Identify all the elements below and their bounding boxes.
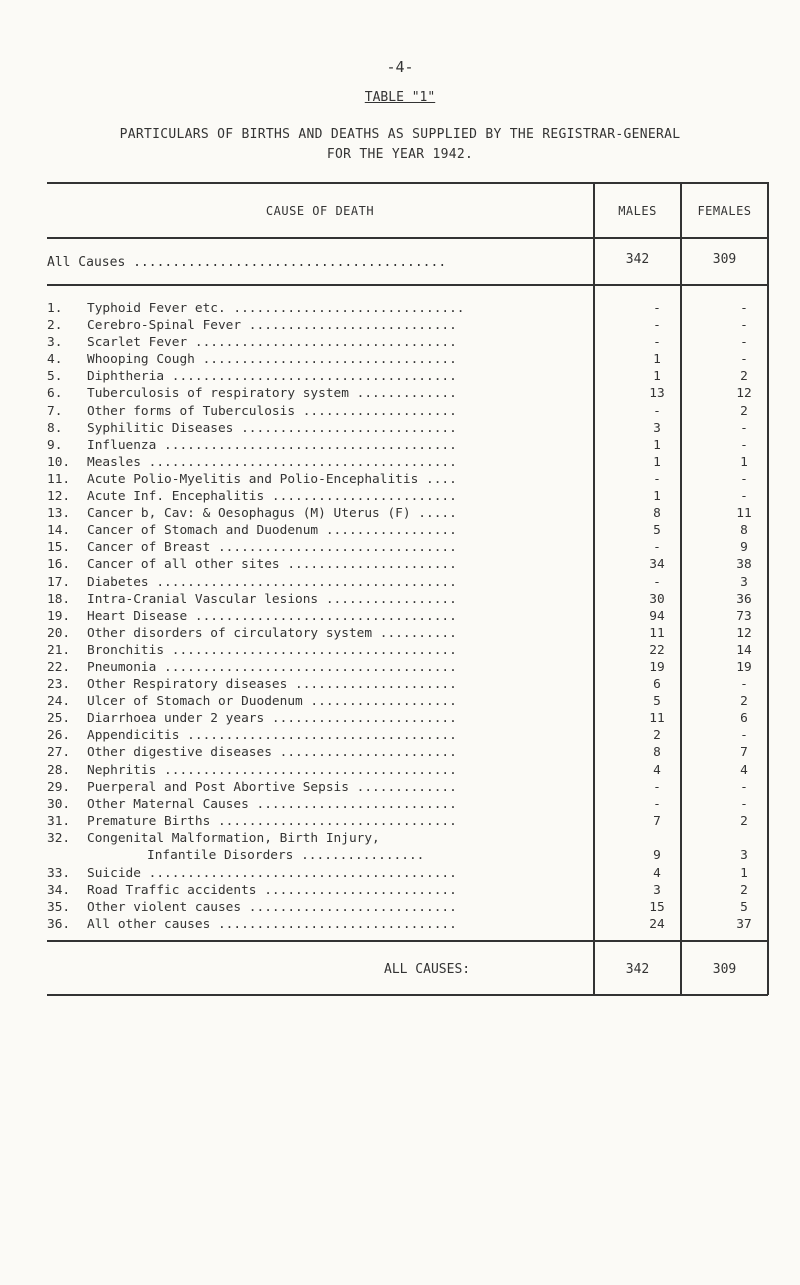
total-males: 342 <box>625 962 650 977</box>
row-cause: Cancer of all other sites ...................... <box>87 557 457 573</box>
table-row <box>47 488 768 505</box>
row-number: 30. <box>47 796 71 812</box>
heading-line-1: PARTICULARS OF BIRTHS AND DEATHS AS SUPPLIED BY THE REGISTRAR-GENERAL <box>119 127 681 142</box>
row-cause: Measles ........................................ <box>87 454 457 470</box>
row-number: 9. <box>47 437 63 453</box>
row-males: 30 <box>649 591 665 607</box>
row-cause: Road Traffic accidents ......................... <box>87 883 457 898</box>
row-females: 8 <box>740 523 748 539</box>
row-cause: Intra-Cranial Vascular lesions ................. <box>87 591 457 607</box>
row-males: - <box>653 540 661 556</box>
row-cause: Acute Polio-Myelitis and Polio-Encephalitis .... <box>87 471 457 487</box>
row-males: 1 <box>653 437 661 453</box>
row-cause: Pneumonia ...................................... <box>87 659 457 675</box>
header-bottom-rule <box>47 237 768 239</box>
row-cause: Heart Disease .................................. <box>87 608 457 624</box>
row-cause: Other Maternal Causes .......................... <box>87 796 457 812</box>
table-row <box>47 625 768 642</box>
table-row <box>47 865 768 882</box>
row-number: 12. <box>47 489 71 505</box>
row-females: - <box>740 779 748 795</box>
row-cause: Puerperal and Post Abortive Sepsis ............. <box>87 779 457 795</box>
table-row <box>47 539 768 556</box>
table-row <box>47 300 768 317</box>
row-cause: Influenza ...................................... <box>87 437 457 453</box>
row-number: 33. <box>47 865 71 881</box>
table-row <box>47 676 768 693</box>
table-row <box>47 693 768 710</box>
row-females: 73 <box>736 608 752 624</box>
row-females: 1 <box>740 865 748 881</box>
row-males: - <box>653 318 661 334</box>
row-males: 34 <box>649 557 665 573</box>
table-row <box>47 556 768 573</box>
row-females: 38 <box>736 557 752 573</box>
row-cause: Other forms of Tuberculosis .................... <box>87 403 457 419</box>
row-males: 4 <box>653 762 661 778</box>
row-females: - <box>740 335 748 351</box>
row-cause: Other violent causes ........................... <box>87 900 457 916</box>
row-number: 20. <box>47 625 71 641</box>
row-number: 19. <box>47 608 71 624</box>
all-causes-females: 309 <box>712 252 737 267</box>
row-males: 6 <box>653 677 661 693</box>
row-number: 1. <box>47 301 63 316</box>
row-cause: Scarlet Fever .................................. <box>87 335 457 351</box>
row-number: 31. <box>47 813 71 829</box>
row-females: 6 <box>740 711 748 727</box>
row-males: 2 <box>653 728 661 744</box>
table-row <box>47 916 768 933</box>
table-row <box>47 762 768 779</box>
table-row <box>47 454 768 471</box>
row-males: 4 <box>653 865 661 881</box>
row-number: 15. <box>47 540 71 556</box>
row-cause: Typhoid Fever etc. .............................. <box>87 301 465 316</box>
total-label: ALL CAUSES: <box>384 962 471 977</box>
row-number: 25. <box>47 711 71 727</box>
row-males: 15 <box>649 900 665 916</box>
table-row <box>47 882 768 899</box>
row-cause: Syphilitic Diseases ............................ <box>87 420 457 436</box>
row-males: 1 <box>653 489 661 505</box>
all-causes-males: 342 <box>625 252 650 267</box>
table-row <box>47 813 768 830</box>
row-cause: Cancer of Stomach and Duodenum ................. <box>87 523 457 539</box>
row-number: 17. <box>47 574 71 590</box>
row-number: 22. <box>47 659 71 675</box>
table-row <box>47 420 768 437</box>
row-cause: Whooping Cough ................................. <box>87 352 457 368</box>
table-row <box>47 608 768 625</box>
row-females: - <box>740 489 748 505</box>
row-males: 8 <box>653 745 661 761</box>
row-females: - <box>740 420 748 436</box>
row-males: 7 <box>653 813 661 829</box>
row-males: 3 <box>653 883 661 898</box>
table-row <box>47 385 768 402</box>
row-males: - <box>653 779 661 795</box>
row-females: 7 <box>740 745 748 761</box>
row-number: 5. <box>47 369 63 385</box>
row-number: 7. <box>47 403 63 419</box>
row-cause: Cancer of Breast ............................... <box>87 540 457 556</box>
row-cause-continued: Infantile Disorders ................ <box>147 847 425 863</box>
table-row <box>47 437 768 454</box>
row-number: 8. <box>47 420 63 436</box>
row-females: - <box>740 352 748 368</box>
row-females: 14 <box>736 642 752 658</box>
row-cause: Diarrhoea under 2 years ........................ <box>87 711 457 727</box>
row-males: 5 <box>653 523 661 539</box>
row-cause: Acute Inf. Encephalitis ........................ <box>87 489 457 505</box>
table-row <box>47 522 768 539</box>
row-females: 36 <box>736 591 752 607</box>
row-females: 2 <box>740 694 748 710</box>
row-males: - <box>653 574 661 590</box>
row-females: 3 <box>740 847 748 863</box>
row-males: - <box>653 335 661 351</box>
row-number: 29. <box>47 779 71 795</box>
pre-total-rule <box>47 940 768 942</box>
row-number: 35. <box>47 900 71 916</box>
row-cause: Tuberculosis of respiratory system ............. <box>87 386 457 402</box>
row-females: 2 <box>740 813 748 829</box>
row-females: - <box>740 677 748 693</box>
row-number: 28. <box>47 762 71 778</box>
row-males: 11 <box>649 711 665 727</box>
row-females: 2 <box>740 403 748 419</box>
table-row <box>47 659 768 676</box>
row-females: 5 <box>740 900 748 916</box>
row-females: - <box>740 796 748 812</box>
table-row <box>47 744 768 761</box>
table-bottom-rule <box>47 994 768 996</box>
row-males: 3 <box>653 420 661 436</box>
row-males: 1 <box>653 369 661 385</box>
row-cause: Appendicitis ................................... <box>87 728 457 744</box>
row-number: 2. <box>47 318 63 334</box>
header-females: FEMALES <box>697 204 752 218</box>
row-males: - <box>653 796 661 812</box>
row-males: 1 <box>653 454 661 470</box>
row-number: 14. <box>47 523 71 539</box>
row-number: 32. <box>47 830 71 846</box>
row-number: 34. <box>47 883 71 898</box>
total-females: 309 <box>712 962 737 977</box>
table-row <box>47 779 768 796</box>
table-row <box>47 505 768 522</box>
row-females: - <box>740 318 748 334</box>
row-males: 9 <box>653 847 661 863</box>
table-top-rule <box>47 182 768 184</box>
row-males: 1 <box>653 352 661 368</box>
row-males: - <box>653 301 661 316</box>
document-heading <box>0 125 800 165</box>
table-row <box>47 351 768 368</box>
table-row <box>47 574 768 591</box>
header-males: MALES <box>618 204 657 218</box>
row-females: 12 <box>736 386 752 402</box>
row-cause: Cerebro-Spinal Fever ........................... <box>87 318 457 334</box>
table-title <box>0 90 800 105</box>
table-row <box>47 334 768 351</box>
table-row <box>47 591 768 608</box>
table-row <box>47 471 768 488</box>
row-females: 4 <box>740 762 748 778</box>
row-females: - <box>740 301 748 316</box>
row-cause: Suicide ........................................ <box>87 865 457 881</box>
row-females: 1 <box>740 454 748 470</box>
row-cause: Cancer b, Cav: & Oesophagus (M) Uterus (F) ..... <box>87 506 457 522</box>
row-females: 2 <box>740 369 748 385</box>
table-row <box>47 642 768 659</box>
row-number: 36. <box>47 917 71 933</box>
header-cause-of-death: CAUSE OF DEATH <box>265 204 375 218</box>
heading-line-2: FOR THE YEAR 1942. <box>326 147 474 162</box>
table-row <box>47 710 768 727</box>
row-number: 27. <box>47 745 71 761</box>
row-number: 16. <box>47 557 71 573</box>
cause-rows <box>47 300 768 933</box>
row-number: 6. <box>47 386 63 402</box>
row-males: 24 <box>649 917 665 933</box>
row-cause: Diphtheria ..................................... <box>87 369 457 385</box>
row-males: 22 <box>649 642 665 658</box>
row-females: 11 <box>736 506 752 522</box>
row-number: 10. <box>47 454 71 470</box>
table-row <box>47 368 768 385</box>
table-row <box>47 899 768 916</box>
all-causes-bottom-rule <box>47 284 768 286</box>
row-cause: Other disorders of circulatory system .......... <box>87 625 457 641</box>
row-males: 5 <box>653 694 661 710</box>
row-males: 13 <box>649 386 665 402</box>
table-row <box>47 403 768 420</box>
row-cause: Congenital Malformation, Birth Injury, <box>87 830 380 846</box>
row-cause: Other digestive diseases ....................... <box>87 745 457 761</box>
row-females: 2 <box>740 883 748 898</box>
row-cause: Diabetes ....................................... <box>87 574 457 590</box>
row-males: 11 <box>649 625 665 641</box>
row-number: 26. <box>47 728 71 744</box>
row-cause: Nephritis ...................................... <box>87 762 457 778</box>
row-number: 18. <box>47 591 71 607</box>
row-females: 9 <box>740 540 748 556</box>
row-females: 3 <box>740 574 748 590</box>
row-number: 21. <box>47 642 71 658</box>
row-number: 3. <box>47 335 63 351</box>
row-number: 13. <box>47 506 71 522</box>
all-causes-label: All Causes ........................................ <box>47 255 447 270</box>
row-females: - <box>740 728 748 744</box>
row-cause: All other causes ............................... <box>87 917 457 933</box>
row-number: 4. <box>47 352 63 368</box>
row-number: 24. <box>47 694 71 710</box>
row-females: 12 <box>736 625 752 641</box>
row-females: - <box>740 471 748 487</box>
row-males: - <box>653 471 661 487</box>
table-row <box>47 830 768 865</box>
row-cause: Premature Births ............................... <box>87 813 457 829</box>
row-number: 23. <box>47 677 71 693</box>
row-males: 8 <box>653 506 661 522</box>
row-females: 19 <box>736 659 752 675</box>
row-cause: Other Respiratory diseases ..................... <box>87 677 457 693</box>
row-females: - <box>740 437 748 453</box>
row-females: 37 <box>736 917 752 933</box>
row-males: 94 <box>649 608 665 624</box>
row-males: - <box>653 403 661 419</box>
row-number: 11. <box>47 471 71 487</box>
row-cause: Bronchitis ..................................... <box>87 642 457 658</box>
table-row <box>47 796 768 813</box>
table-title-text: TABLE "1" <box>364 90 436 105</box>
table-row <box>47 317 768 334</box>
row-males: 19 <box>649 659 665 675</box>
row-cause: Ulcer of Stomach or Duodenum ................... <box>87 694 457 710</box>
page-number: -4- <box>386 58 414 76</box>
table-row <box>47 727 768 744</box>
